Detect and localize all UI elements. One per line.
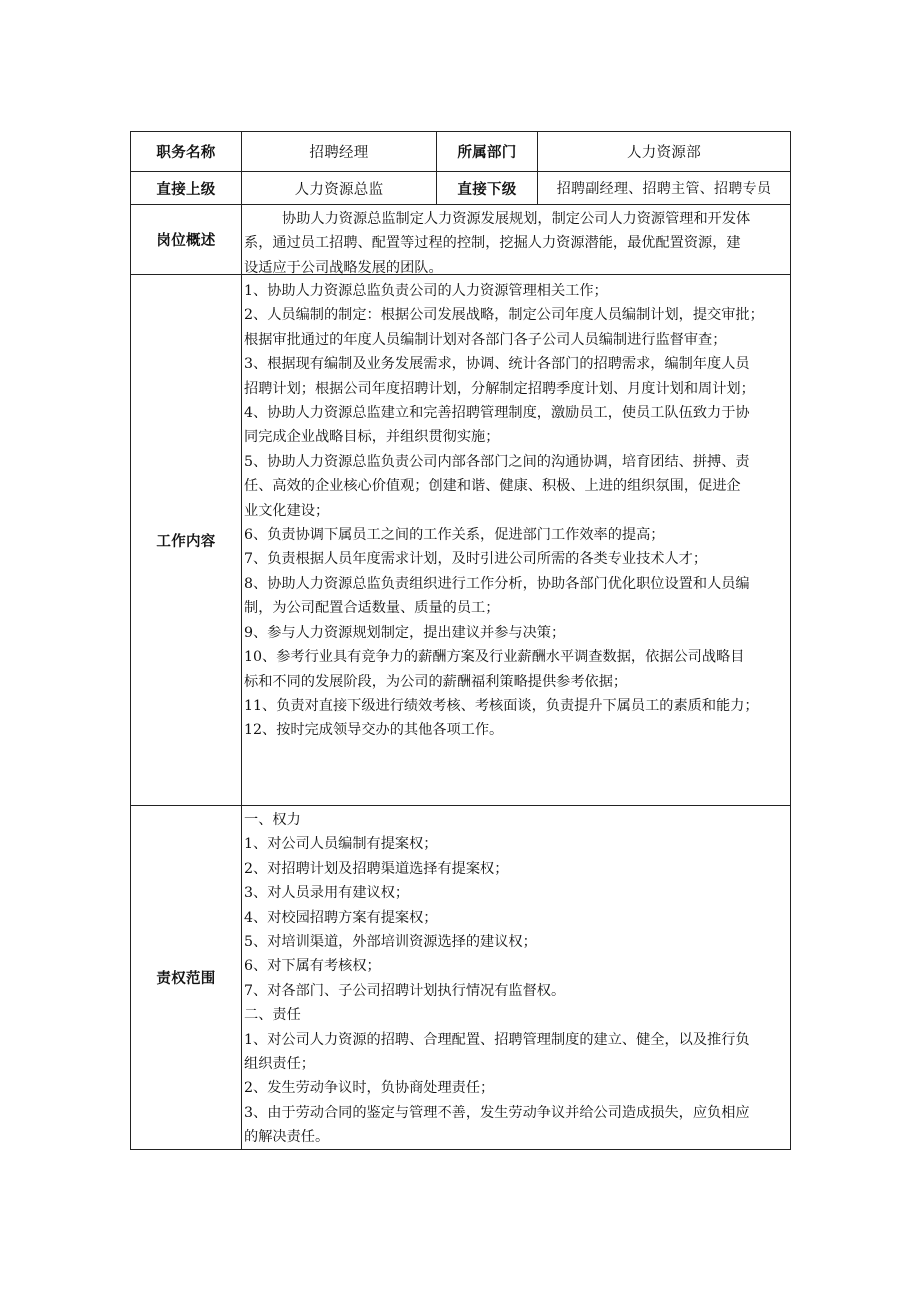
- authority-line: 二、责任: [244, 1007, 301, 1024]
- subordinate-label: 直接下级: [436, 172, 537, 204]
- authority-line: 5、对培训渠道，外部培训资源选择的建议权；: [244, 934, 537, 951]
- overview-text: [241, 205, 790, 274]
- row-authority: [131, 805, 790, 1149]
- authority-line: 2、发生劳动争议时，负协商处理责任；: [244, 1080, 495, 1097]
- dept-value: 人力资源部: [537, 132, 790, 171]
- dept-label: 所属部门: [436, 132, 537, 171]
- duty-line: 任、高效的企业核心价值观；创建和谐、健康、积极、上进的组织氛围，促进企: [244, 478, 741, 495]
- duty-line: 招聘计划；根据公司年度招聘计划，分解制定招聘季度计划、月度计划和周计划；: [244, 380, 755, 397]
- authority-line: 3、由于劳动合同的鉴定与管理不善，发生劳动争议并给公司造成损失，应负相应: [244, 1104, 750, 1121]
- duty-line: 5、协助人力资源总监负责公司内部各部门之间的沟通协调，培育团结、拼搏、责: [244, 453, 750, 470]
- row-duties: [131, 274, 790, 805]
- authority-line: 6、对下属有考核权；: [244, 958, 381, 975]
- row-reporting: [131, 171, 790, 204]
- duties-text: [241, 275, 790, 805]
- title-value: 招聘经理: [241, 132, 436, 171]
- duty-line: 10、参考行业具有竞争力的薪酬方案及行业薪酬水平调查数据，依据公司战略目: [244, 649, 745, 666]
- overview-line: 设适应于公司战略发展的团队。: [244, 259, 443, 276]
- authority-line: 1、对公司人员编制有提案权；: [244, 836, 438, 853]
- overview-line: 系，通过员工招聘、配置等过程的控制，挖掘人力资源潜能，最优配置资源，建: [244, 235, 741, 252]
- overview-label: 岗位概述: [156, 233, 216, 249]
- authority-line: 3、对人员录用有建议权；: [244, 885, 410, 902]
- authority-line: 1、对公司人力资源的招聘、合理配置、招聘管理制度的建立、健全，以及推行负: [244, 1031, 750, 1048]
- duty-line: 标和不同的发展阶段，为公司的薪酬福利策略提供参考依据；: [244, 673, 628, 690]
- duty-line: 9、参与人力资源规划制定，提出建议并参与决策；: [244, 624, 566, 641]
- duty-line: 同完成企业战略目标，并组织贯彻实施；: [244, 429, 500, 446]
- duty-line: 3、根据现有编制及业务发展需求，协调、统计各部门的招聘需求，编制年度人员: [244, 356, 750, 373]
- row-overview: [131, 204, 790, 274]
- overview-line: 协助人力资源总监制定人力资源发展规划，制定公司人力资源管理和开发体: [282, 211, 751, 227]
- superior-label: 直接上级: [156, 181, 216, 198]
- duty-line: 4、协助人力资源总监建立和完善招聘管理制度，激励员工，使员工队伍致力于协: [244, 405, 750, 422]
- duty-line: 6、负责协调下属员工之间的工作关系，促进部门工作效率的提高；: [244, 527, 665, 544]
- duty-line: 2、人员编制的制定：根据公司发展战略，制定公司年度人员编制计划，提交审批；: [244, 307, 764, 324]
- duty-line: 12、按时完成领导交办的其他各项工作。: [244, 722, 504, 739]
- authority-line: 2、对招聘计划及招聘渠道选择有提案权；: [244, 860, 509, 877]
- authority-label: 责权范围: [156, 971, 216, 987]
- title-label: 职务名称: [156, 145, 216, 161]
- duty-line: 1、协助人力资源总监负责公司的人力资源管理相关工作；: [244, 283, 608, 299]
- duty-line: 业文化建设；: [244, 502, 330, 519]
- duty-line: 8、协助人力资源总监负责组织进行工作分析，协助各部门优化职位设置和人员编: [244, 575, 750, 592]
- row-title: [131, 132, 790, 171]
- job-description-table: [130, 131, 791, 1150]
- subordinate-value: 招聘副经理、招聘主管、招聘专员: [537, 172, 790, 204]
- authority-line: 一、权力: [244, 812, 301, 828]
- duty-line: 制，为公司配置合适数量、质量的员工；: [244, 600, 500, 617]
- authority-line: 组织责任；: [244, 1056, 315, 1073]
- authority-line: 4、对校园招聘方案有提案权；: [244, 909, 438, 926]
- duty-line: 7、负责根据人员年度需求计划，及时引进公司所需的各类专业技术人才；: [244, 551, 708, 568]
- authority-text: [241, 806, 790, 1149]
- authority-line: 7、对各部门、子公司招聘计划执行情况有监督权。: [244, 982, 566, 999]
- duties-label: 工作内容: [156, 533, 216, 550]
- superior-value: 人力资源总监: [241, 172, 436, 204]
- duty-line: 11、负责对直接下级进行绩效考核、考核面谈，负责提升下属员工的素质和能力；: [244, 697, 759, 714]
- authority-line: 的解决责任。: [244, 1129, 330, 1146]
- duty-line: 根据审批通过的年度人员编制计划对各部门各子公司人员编制进行监督审查；: [244, 331, 727, 348]
